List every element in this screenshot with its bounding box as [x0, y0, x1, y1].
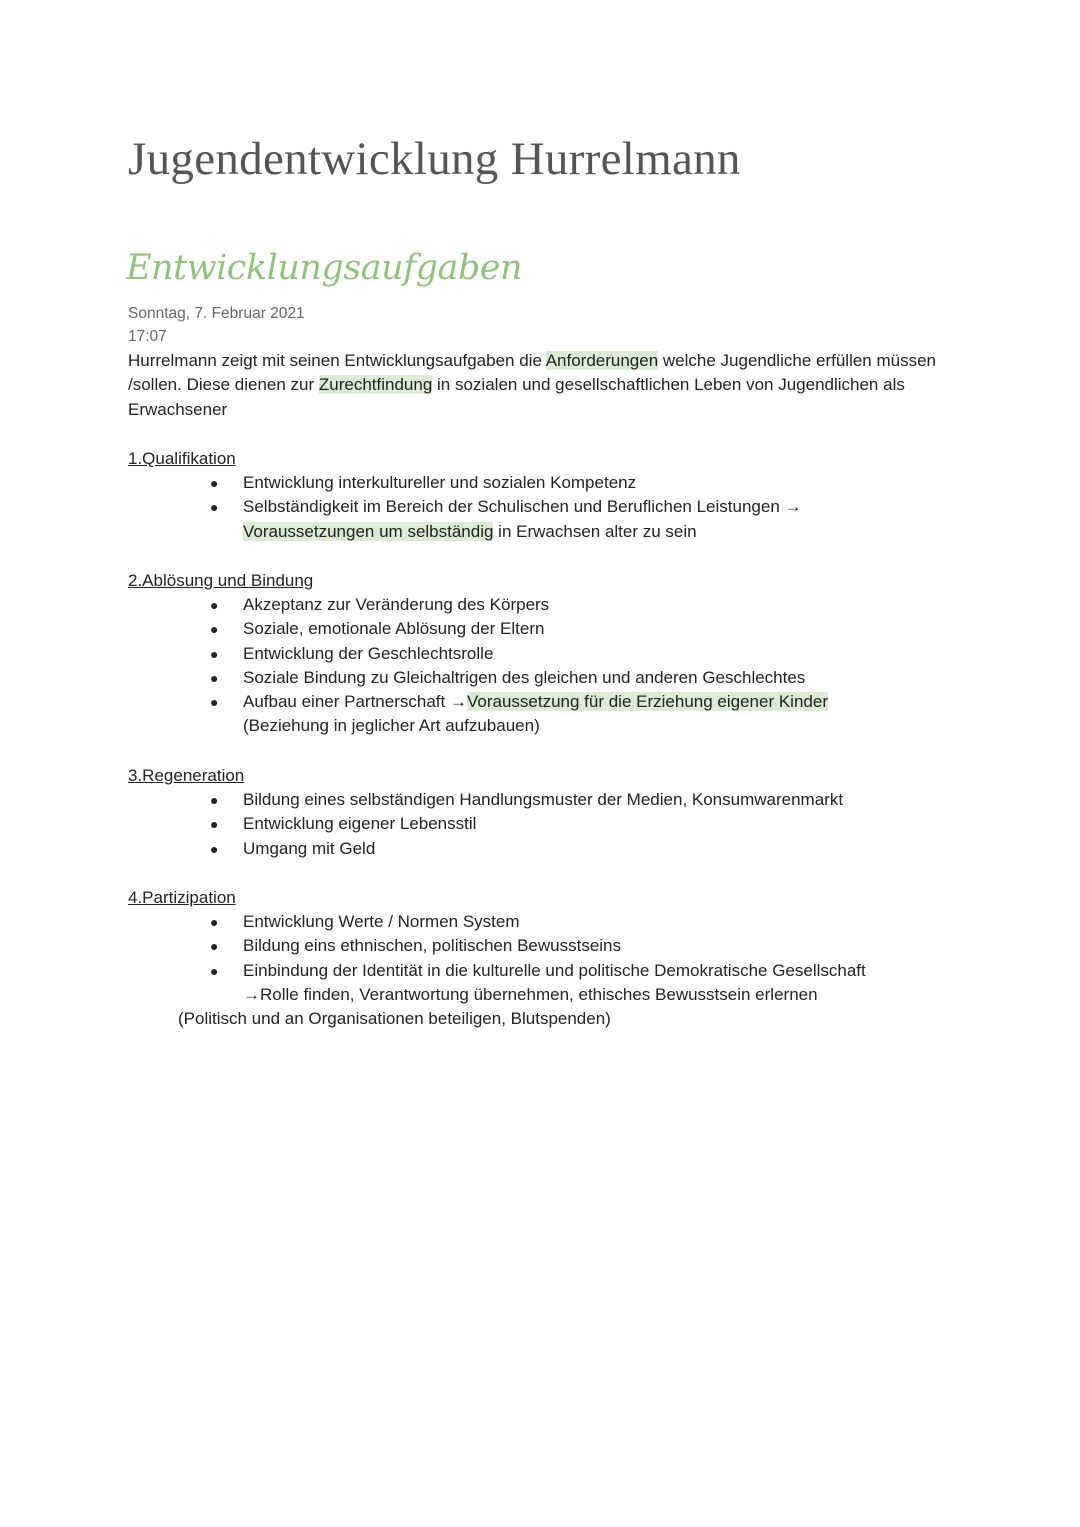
list-item: ● Einbindung der Identität in die kulturelle und politische Demokratische Gesellschaft →Rolle finden, Verantwortung übernehmen, ethisches Bewusstsein erlernen: [0, 959, 943, 1008]
highlight-anforderungen: Anforderungen: [545, 351, 659, 370]
list-item: ● Soziale Bindung zu Gleichaltrigen des gleichen und anderen Geschlechtes: [0, 666, 943, 690]
highlight-zurechtfindung: Zurechtfindung: [318, 375, 433, 395]
list-item-continuation: Voraussetzungen um selbständig in Erwachsen alter zu sein: [243, 521, 697, 541]
bullet-icon: ●: [210, 938, 219, 955]
section-heading-qualifikation: 1.Qualifikation: [128, 449, 236, 468]
intro-text: Hurrelmann zeigt mit seinen Entwicklungsaufgaben die: [128, 351, 546, 370]
highlight-voraussetzungen: Voraussetzungen um selbständig: [243, 521, 494, 541]
list-item-continuation: (Beziehung in jeglicher Art aufzubauen): [243, 716, 540, 736]
bullet-icon: ●: [210, 669, 219, 686]
list-item: ● Bildung eins ethnischen, politischen Bewusstseins: [0, 934, 943, 958]
bullet-list-regeneration: [0, 788, 943, 861]
section-heading-abloesung: 2.Ablösung und Bindung: [128, 571, 314, 590]
intro-text: welche Jugendliche erfüllen müssen /sollen. Diese dienen zur: [128, 351, 936, 395]
bullet-icon: ●: [210, 914, 219, 930]
list-item-continuation: →Rolle finden, Verantwortung übernehmen, ethisches Bewusstsein erlernen: [243, 984, 818, 1004]
note-date: Sonntag, 7. Februar 2021: [128, 305, 305, 322]
section-heading: Entwicklungsaufgaben: [126, 248, 523, 288]
bullet-icon: ●: [210, 962, 219, 979]
bullet-icon: ●: [210, 645, 219, 662]
bullet-icon: ●: [210, 792, 219, 808]
list-item: ● Bildung eines selbständigen Handlungsmuster der Medien, Konsumwarenmarkt: [0, 788, 943, 812]
section-heading-regeneration: 3.Regeneration: [128, 766, 245, 785]
bullet-list-abloesung: [0, 593, 943, 739]
note-time: 17:07: [128, 328, 167, 345]
list-item: ● Entwicklung interkultureller und sozialen Kompetenz: [0, 471, 943, 495]
bullet-icon: ●: [210, 597, 219, 613]
intro-text: in sozialen und gesellschaftlichen Leben von Jugendlichen als Erwachsener: [128, 375, 905, 419]
bullet-icon: ●: [210, 499, 219, 516]
list-item: ● Umgang mit Geld: [0, 837, 943, 861]
intro-paragraph: [128, 349, 948, 422]
bullet-list-partizipation: [0, 910, 943, 1007]
highlight-voraussetzung-erziehung: Voraussetzung für die Erziehung eigener Kinder: [466, 692, 828, 712]
trailing-note: (Politisch und an Organisationen beteiligen, Blutspenden): [178, 1009, 611, 1028]
bullet-icon: ●: [210, 694, 219, 711]
list-item: ● Soziale, emotionale Ablösung der Eltern: [0, 617, 943, 641]
list-item: ● Akzeptanz zur Veränderung des Körpers: [0, 593, 943, 617]
bullet-icon: ●: [210, 840, 219, 857]
list-item: ● Aufbau einer Partnerschaft →Voraussetzung für die Erziehung eigener Kinder (Beziehung in jeglicher Art aufzubauen): [0, 690, 943, 739]
list-item: ● Entwicklung eigener Lebensstil: [0, 812, 943, 836]
list-item: ● Entwicklung Werte / Normen System: [0, 910, 943, 934]
bullet-list-qualifikation: [0, 471, 943, 544]
bullet-icon: ●: [210, 621, 219, 638]
list-item: ● Entwicklung der Geschlechtsrolle: [0, 642, 943, 666]
list-item: ● Selbständigkeit im Bereich der Schulischen und Beruflichen Leistungen → Voraussetzungen um selbständig in Erwachsen alter zu sein: [0, 495, 943, 544]
bullet-icon: ●: [210, 475, 219, 491]
section-heading-partizipation: 4.Partizipation: [128, 888, 236, 907]
page-title: Jugendentwicklung Hurrelmann: [128, 133, 741, 185]
bullet-icon: ●: [210, 816, 219, 833]
